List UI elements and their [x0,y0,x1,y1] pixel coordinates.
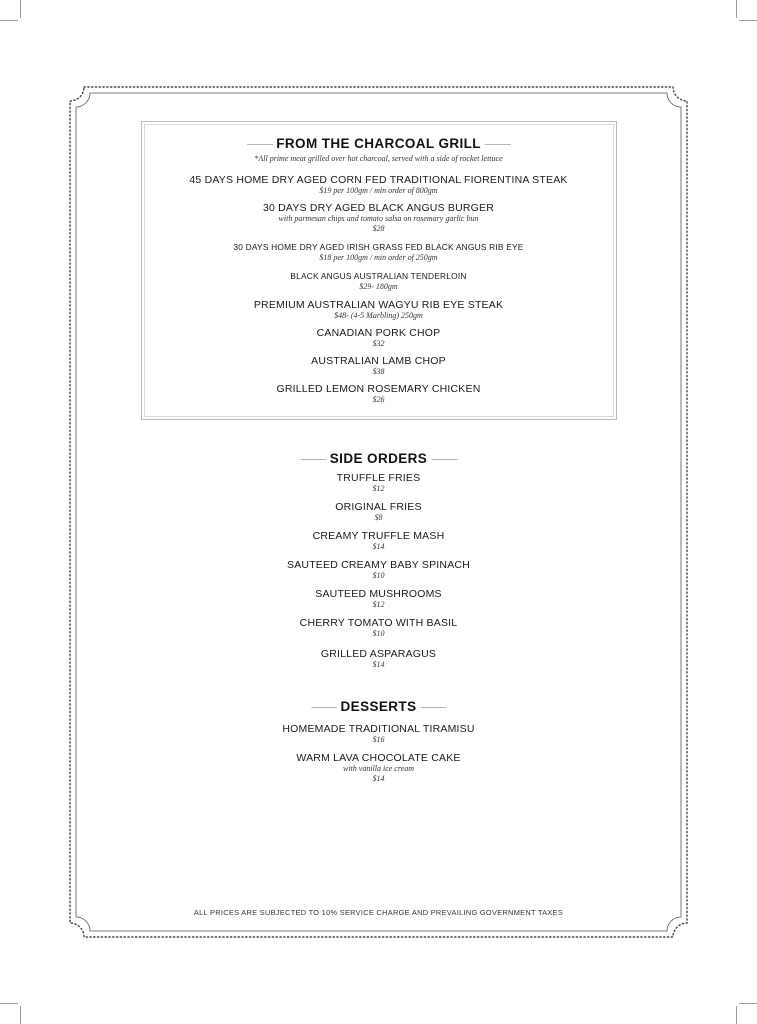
menu-item [0,559,757,581]
menu-item-name: BLACK ANGUS AUSTRALIAN TENDERLOIN [290,271,467,281]
desserts-section [0,699,757,784]
menu-item-name: 30 DAYS HOME DRY AGED IRISH GRASS FED BLACK ANGUS RIB EYE [233,242,524,252]
desserts-heading [0,699,757,715]
desserts-items [0,723,757,784]
menu-item-detail: $38 [372,367,385,376]
menu-item-detail: $14 [372,542,385,551]
heading-rule-left: —— [300,451,326,466]
menu-item-detail: $8 [374,513,383,522]
menu-item-name: ORIGINAL FRIES [335,501,422,513]
heading-rule-right: —— [420,699,446,714]
menu-item [0,383,757,405]
menu-item-name: HOMEMADE TRADITIONAL TIRAMISU [282,723,475,735]
menu-item [0,588,757,610]
menu-item [0,723,757,745]
menu-item-detail: $12 [372,600,385,609]
menu-item [0,530,757,552]
grill-title: FROM THE CHARCOAL GRILL [276,136,481,151]
grill-heading [0,136,757,152]
sides-heading [0,451,757,467]
sides-section [0,451,757,670]
menu-item-name: CANADIAN PORK CHOP [316,327,441,339]
menu-item [0,501,757,523]
menu-item-name: CHERRY TOMATO WITH BASIL [299,617,458,629]
menu-item [0,617,757,639]
menu-item-detail: $14 [372,660,385,669]
menu-item-detail: $28 [372,224,385,233]
menu-item [0,327,757,349]
sides-items [0,472,757,670]
menu-item-name: SAUTEED MUSHROOMS [315,588,442,600]
menu-item-name: 45 DAYS HOME DRY AGED CORN FED TRADITIONAL FIORENTINA STEAK [189,174,568,186]
heading-rule-right: —— [484,136,510,151]
grill-items [0,174,757,405]
menu-item [0,270,757,292]
menu-item [0,174,757,196]
menu-item [0,355,757,377]
menu-item-name: PREMIUM AUSTRALIAN WAGYU RIB EYE STEAK [253,299,504,311]
menu-item-detail: $32 [372,339,385,348]
menu-item-detail: $10 [372,571,385,580]
menu-item-name: GRILLED LEMON ROSEMARY CHICKEN [276,383,481,395]
menu-item-detail: $19 per 100gm / min order of 800gm [319,186,438,195]
menu-item-detail: $48- (4-5 Marbling) 250gm [334,311,423,320]
grill-section [0,136,757,405]
menu-item-detail: $18 per 100gm / min order of 250gm [319,253,438,262]
menu-item [0,299,757,321]
grill-note: *All prime meat grilled over hot charcoal, served with a side of rocket lettuce [254,154,503,163]
heading-rule-right: —— [431,451,457,466]
menu-item-name: GRILLED ASPARAGUS [320,648,437,660]
menu-item [0,202,757,234]
menu-item-detail: with vanilla ice cream [342,764,415,773]
menu-item-name: SAUTEED CREAMY BABY SPINACH [287,559,470,571]
menu-item-name: 30 DAYS DRY AGED BLACK ANGUS BURGER [262,202,495,214]
menu-item [0,752,757,784]
heading-rule-left: —— [247,136,273,151]
menu-item-detail: $12 [372,484,385,493]
sides-title: SIDE ORDERS [329,451,428,466]
menu-item-name: WARM LAVA CHOCOLATE CAKE [296,752,461,764]
footer-note: ALL PRICES ARE SUBJECTED TO 10% SERVICE CHARGE AND PREVAILING GOVERNMENT TAXES [193,908,564,917]
menu-item-name: AUSTRALIAN LAMB CHOP [311,355,446,367]
heading-rule-left: —— [311,699,337,714]
menu-item-detail: $10 [372,629,385,638]
menu-item-detail: $16 [372,735,385,744]
desserts-title: DESSERTS [340,699,417,714]
menu-item-detail: $26 [372,395,385,404]
menu-item [0,241,757,263]
menu-item [0,472,757,494]
menu-item-detail: with parmesan chips and tomato salsa on rosemary garlic bun [278,214,479,223]
menu-item-name: TRUFFLE FRIES [336,472,421,484]
menu-item-detail: $14 [372,774,385,783]
menu-item-detail: $29- 180gm [359,282,398,291]
menu-item [0,648,757,670]
menu-item-name: CREAMY TRUFFLE MASH [312,530,445,542]
